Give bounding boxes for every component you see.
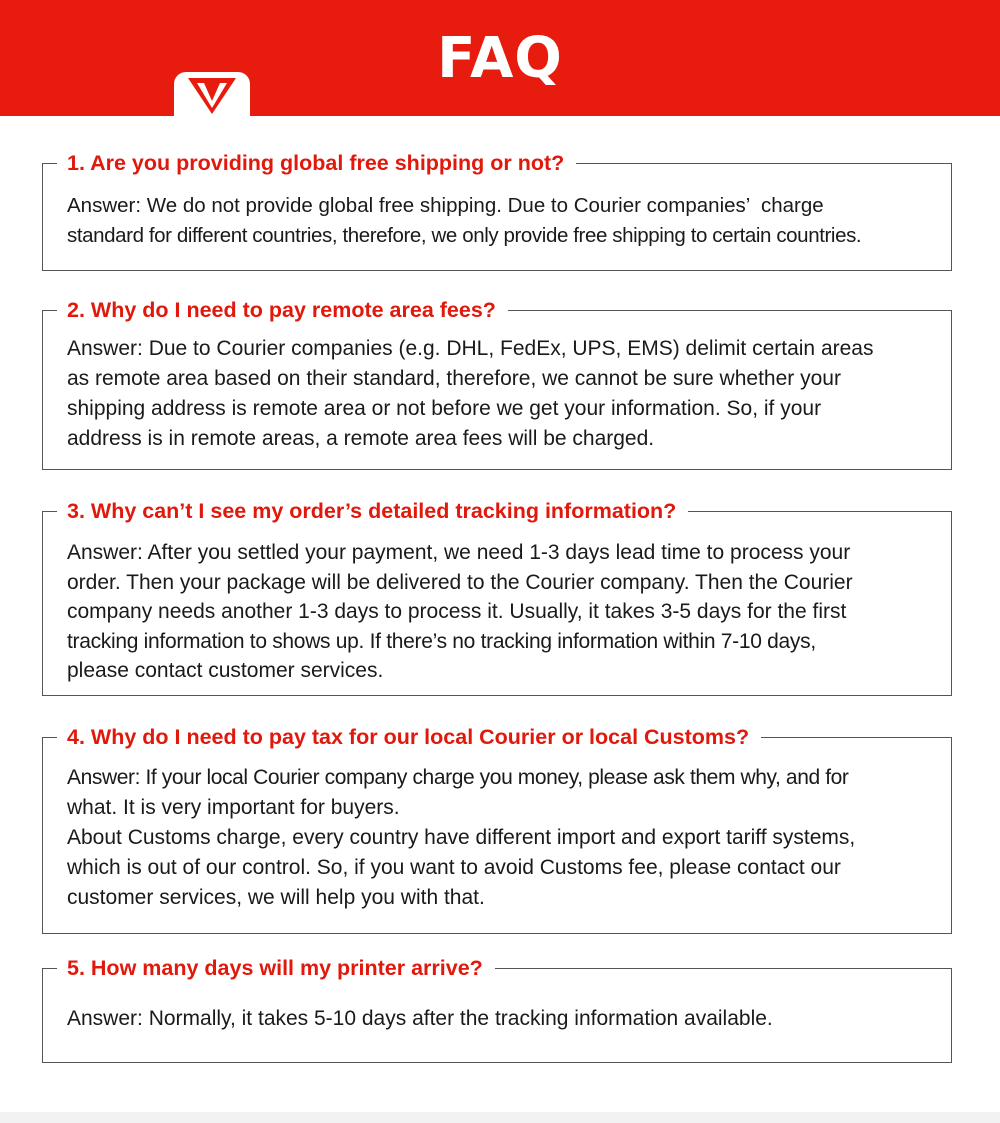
answer-line: which is out of our control. So, if you want to avoid Customs fee, please contact our bbox=[67, 856, 841, 879]
faq-question-3: 3. Why can’t I see my order’s detailed tracking information? bbox=[57, 494, 688, 528]
answer-line: Answer: Normally, it takes 5-10 days after the tracking information available. bbox=[67, 1007, 773, 1030]
brand-v-logo-icon bbox=[186, 76, 238, 116]
faq-answer-1 bbox=[67, 191, 937, 251]
answer-line: standard for different countries, therefore, we only provide free shipping to certain countries. bbox=[67, 224, 862, 247]
answer-line: Answer: Due to Courier companies (e.g. DHL, FedEx, UPS, EMS) delimit certain areas bbox=[67, 337, 874, 360]
answer-line: Answer: We do not provide global free shipping. Due to Courier companies’ charge bbox=[67, 194, 824, 217]
answer-line: order. Then your package will be delivered to the Courier company. Then the Courier bbox=[67, 570, 853, 594]
faq-question-2: 2. Why do I need to pay remote area fees? bbox=[57, 293, 508, 327]
faq-answer-4 bbox=[67, 763, 937, 913]
faq-item-4 bbox=[42, 725, 952, 934]
faq-answer-2 bbox=[67, 334, 937, 454]
faq-item-3 bbox=[42, 499, 952, 696]
answer-line: About Customs charge, every country have different import and export tariff systems, bbox=[67, 826, 856, 849]
faq-question-1: 1. Are you providing global free shipping or not? bbox=[57, 146, 576, 180]
answer-line: shipping address is remote area or not before we get your information. So, if your bbox=[67, 397, 822, 420]
faq-item-5 bbox=[42, 956, 952, 1063]
faq-item-1 bbox=[42, 151, 952, 271]
answer-line: as remote area based on their standard, therefore, we cannot be sure whether your bbox=[67, 367, 841, 390]
answer-line: address is in remote areas, a remote area fees will be charged. bbox=[67, 427, 655, 450]
faq-header-banner bbox=[0, 0, 1000, 116]
faq-question-5: 5. How many days will my printer arrive? bbox=[57, 951, 495, 985]
faq-item-2 bbox=[42, 298, 952, 470]
faq-answer-5 bbox=[67, 1004, 937, 1034]
logo-tab bbox=[174, 72, 250, 120]
faq-question-4: 4. Why do I need to pay tax for our local Courier or local Customs? bbox=[57, 720, 761, 754]
page-title: FAQ bbox=[437, 26, 563, 91]
answer-line: please contact customer services. bbox=[67, 659, 384, 682]
answer-line: customer services, we will help you with that. bbox=[67, 886, 485, 909]
answer-line: Answer: If your local Courier company charge you money, please ask them why, and for bbox=[67, 766, 849, 789]
answer-line: company needs another 1-3 days to process it. Usually, it takes 3-5 days for the first bbox=[67, 600, 847, 623]
answer-line: Answer: After you settled your payment, we need 1-3 days lead time to process your bbox=[67, 541, 851, 564]
answer-line: tracking information to shows up. If there’s no tracking information within 7-10 days, bbox=[67, 629, 816, 653]
answer-line: what. It is very important for buyers. bbox=[67, 796, 400, 819]
faq-answer-3 bbox=[67, 538, 937, 686]
bottom-divider bbox=[0, 1112, 1000, 1123]
